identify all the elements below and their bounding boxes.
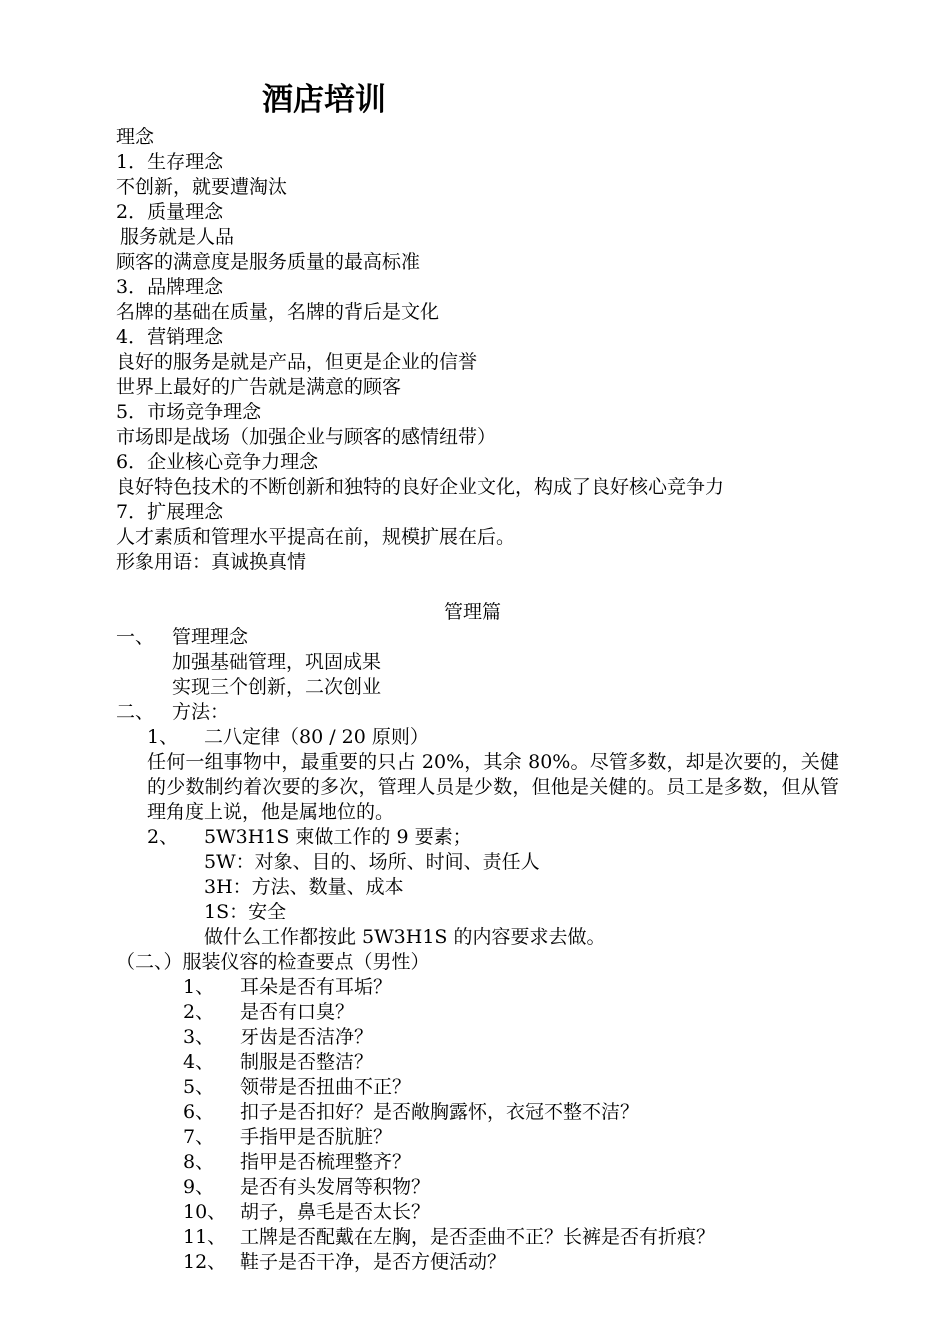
concept-label: 7．扩展理念	[116, 501, 224, 523]
checklist-number: 5、	[183, 1076, 215, 1098]
concept-label: 1．生存理念	[116, 151, 224, 173]
checklist-number: 7、	[183, 1126, 215, 1148]
concept-line: 世界上最好的广告就是满意的顾客	[116, 376, 402, 398]
checklist-item: 胡子，鼻毛是否太长？	[240, 1201, 431, 1223]
part-line: 实现三个创新，二次创业	[172, 676, 382, 698]
method-label: 5W3H1S 柬做工作的 9 要素；	[204, 826, 472, 848]
checklist-item: 鞋子是否干净，是否方便活动？	[240, 1251, 507, 1273]
checklist-number: 6、	[183, 1101, 215, 1123]
checklist-number: 9、	[183, 1176, 215, 1198]
concept-label: 5．市场竞争理念	[116, 401, 262, 423]
checklist-number: 3、	[183, 1026, 215, 1048]
method-line: 3H：方法、数量、成本	[204, 876, 404, 898]
method-line: 做什么工作都按此 5W3H1S 的内容要求去做。	[204, 926, 606, 948]
slogan: 形象用语：真诚换真情	[116, 551, 307, 573]
concept-label: 2．质量理念	[116, 201, 224, 223]
checklist-item: 制服是否整洁？	[240, 1051, 374, 1073]
section-heading-concepts: 理念	[116, 126, 155, 148]
section-heading-management: 管理篇	[444, 601, 502, 623]
method-number: 2、	[147, 826, 179, 848]
concept-line: 良好的服务是就是产品，但更是企业的信誉	[116, 351, 478, 373]
part-label: 方法：	[172, 701, 230, 723]
concept-line: 良好特色技术的不断创新和独特的良好企业文化，构成了良好核心竞争力	[116, 476, 725, 498]
checklist-heading: （二、）服装仪容的检查要点（男性）	[116, 951, 430, 973]
checklist-item: 手指甲是否肮脏？	[240, 1126, 393, 1148]
method-line: 5W：对象、目的、场所、时间、责任人	[204, 851, 540, 873]
part-number: 二、	[116, 701, 155, 723]
concept-line: 服务就是人品	[120, 226, 235, 248]
checklist-item: 工牌是否配戴在左胸，是否歪曲不正？长裤是否有折痕？	[240, 1226, 716, 1248]
concept-line: 人才素质和管理水平提高在前，规模扩展在后。	[116, 526, 516, 548]
concept-line: 顾客的满意度是服务质量的最高标准	[116, 251, 421, 273]
checklist-item: 牙齿是否洁净？	[240, 1026, 374, 1048]
part-line: 加强基础管理，巩固成果	[172, 651, 382, 673]
method-line: 1S：安全	[204, 901, 287, 923]
checklist-number: 4、	[183, 1051, 215, 1073]
checklist-item: 指甲是否梳理整齐？	[240, 1151, 412, 1173]
concept-label: 4．营销理念	[116, 326, 224, 348]
method-label: 二八定律（80 / 20 原则）	[204, 726, 429, 748]
checklist-item: 是否有口臭？	[240, 1001, 355, 1023]
checklist-item: 领带是否扭曲不正？	[240, 1076, 412, 1098]
checklist-number: 12、	[183, 1251, 227, 1273]
part-number: 一、	[116, 626, 155, 648]
concept-line: 不创新，就要遭淘汰	[116, 176, 288, 198]
checklist-item: 扣子是否扣好？是否敞胸露怀，衣冠不整不洁？	[240, 1101, 640, 1123]
checklist-item: 耳朵是否有耳垢？	[240, 976, 393, 998]
part-label: 管理理念	[172, 626, 249, 648]
concept-line: 名牌的基础在质量，名牌的背后是文化	[116, 301, 440, 323]
concept-label: 3．品牌理念	[116, 276, 224, 298]
concept-label: 6．企业核心竞争力理念	[116, 451, 319, 473]
document-title: 酒店培训	[262, 82, 386, 118]
method-number: 1、	[147, 726, 179, 748]
checklist-number: 2、	[183, 1001, 215, 1023]
concept-line: 市场即是战场（加强企业与顾客的感情纽带）	[116, 426, 497, 448]
checklist-number: 1、	[183, 976, 215, 998]
checklist-item: 是否有头发屑等积物？	[240, 1176, 431, 1198]
checklist-number: 8、	[183, 1151, 215, 1173]
checklist-number: 11、	[183, 1226, 227, 1248]
checklist-number: 10、	[183, 1201, 227, 1223]
method-description: 任何一组事物中，最重要的只占 20%，其余 80%。尽管多数，却是次要的，关健的少数制约着次要的多次，管理人员是少数，但他是关健的。员工是多数，但从管理角度上说，他是属地位的。	[147, 751, 839, 823]
